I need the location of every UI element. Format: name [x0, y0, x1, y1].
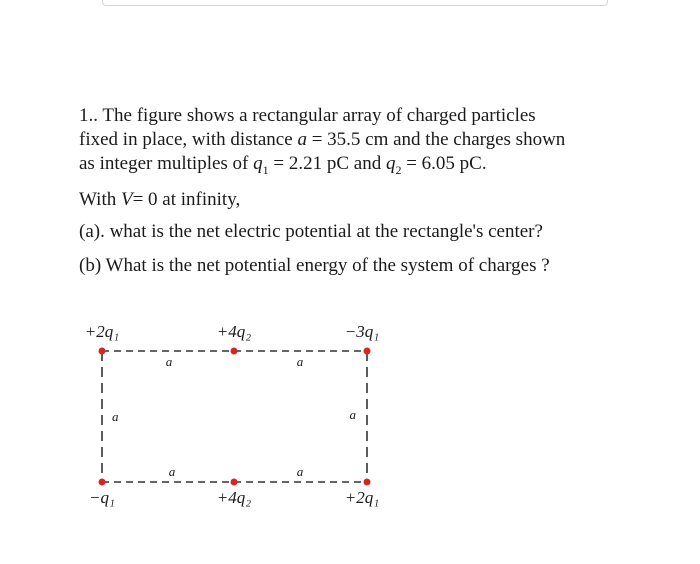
dim-label-left: a [112, 409, 119, 424]
problem-number: 1.. [79, 105, 98, 126]
q2-symbol: q [385, 153, 396, 174]
charge-label-bottom-middle: +4q₂ [216, 488, 252, 507]
charge-dot-top-right [364, 348, 371, 355]
problem-intro: The figure shows a rectangular array of charged particles [102, 105, 536, 126]
charge-markers [99, 348, 371, 486]
charge-dot-bottom-middle [231, 479, 238, 486]
question-part-b: (b) What is the net potential energy of the system of charges ? [79, 254, 550, 276]
charge-label-bottom-right: +2q₁ [344, 488, 380, 507]
charge-label-top-middle: +4q₂ [216, 322, 252, 341]
q1-symbol: q [253, 153, 263, 174]
a-symbol: a [297, 129, 307, 150]
dim-label-top-left: a [165, 354, 173, 369]
charge-dot-bottom-left [99, 479, 106, 486]
line2-text: fixed in place, with distance [79, 129, 298, 150]
dimension-labels [112, 354, 357, 479]
v-rest: = 0 at infinity, [132, 188, 241, 210]
dim-label-top-right: a [296, 354, 304, 369]
line3-text: as integer multiples of [79, 153, 254, 174]
q2-value: = 6.05 pC. [401, 153, 487, 174]
dim-label-bottom-left: a [168, 464, 176, 479]
charge-label-bottom-left: −q₁ [89, 488, 115, 507]
q2-subscript: 2 [395, 162, 402, 177]
rectangle-sides [102, 351, 367, 482]
charge-label-top-right: −3q₁ [344, 322, 380, 341]
q1-value: = 2.21 pC and [268, 153, 386, 174]
v-start: With [79, 188, 121, 210]
question-part-a: (a). what is the net electric potential at the rectangle's center? [79, 220, 543, 242]
charge-label-top-left: +2q₁ [84, 322, 120, 341]
dim-label-bottom-right: a [296, 464, 304, 479]
q1-subscript: 1 [262, 162, 269, 177]
charge-dot-top-left [99, 348, 106, 355]
charge-dot-bottom-right [364, 479, 371, 486]
v-symbol: V [120, 188, 133, 210]
charge-dot-top-middle [231, 348, 238, 355]
dim-label-right: a [349, 407, 356, 422]
a-value: = 35.5 cm and the charges shown [306, 129, 566, 150]
